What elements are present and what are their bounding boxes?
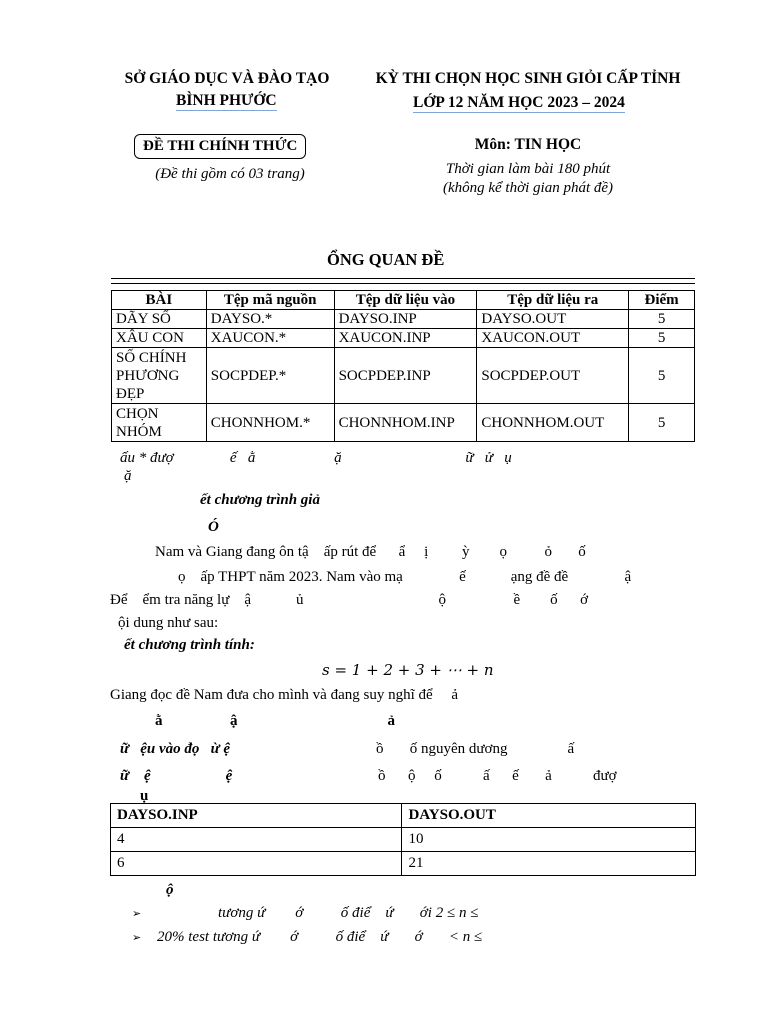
title-rule-thin <box>111 283 695 284</box>
province-label: BÌNH PHƯỚC <box>176 92 277 109</box>
example-input-cell: 4 <box>111 828 402 852</box>
cell-input: DAYSO.INP <box>334 310 477 329</box>
table-row <box>112 329 695 348</box>
official-exam-badge: ĐỀ THI CHÍNH THỨC <box>134 134 306 159</box>
paragraph-line-1: Nam và Giang đang ôn tậ ấp rút để ẩ ị ỳ ọ ỏ ố <box>155 544 586 560</box>
cell-score: 5 <box>629 348 695 404</box>
col-header-problem: BÀI <box>112 291 207 310</box>
cell-source: SOCPDEP.* <box>206 348 334 404</box>
cell-source: CHONNHOM.* <box>206 404 334 442</box>
col-header-output: Tệp dữ liệu ra <box>477 291 629 310</box>
cell-score: 5 <box>629 310 695 329</box>
cell-problem: DÃY SỐ <box>112 310 207 329</box>
cell-input: XAUCON.INP <box>334 329 477 348</box>
cell-output: SOCPDEP.OUT <box>477 348 629 404</box>
table-row <box>112 310 695 329</box>
cell-score: 5 <box>629 404 695 442</box>
example-output-cell: 21 <box>402 852 696 876</box>
example-label: ụ <box>140 788 149 804</box>
example-table <box>110 803 696 876</box>
write-program-heading: ết chương trình giả <box>200 492 320 508</box>
constraint-1: tương ứ ớ ố điể ứ ới 2 ≤ n ≤ <box>218 905 479 921</box>
cell-source: DAYSO.* <box>206 310 334 329</box>
constraint-2: 20% test tương ứ ớ ố điể ứ ớ < n ≤ <box>157 929 483 945</box>
pages-note: (Đề thi gồm có 03 trang) <box>155 166 305 182</box>
exam-year <box>413 92 625 113</box>
table-row <box>112 404 695 442</box>
paragraph-line-2: ọ ấp THPT năm 2023. Nam vào mạ ế ạng đề đề ậ <box>178 569 632 585</box>
department-line-1: SỞ GIÁO DỤC VÀ ĐÀO TẠO <box>124 70 330 87</box>
constraints-label: ộ <box>166 882 174 898</box>
table-row <box>111 852 696 876</box>
table-row <box>111 828 696 852</box>
bullet-arrow-icon: ➢ <box>132 931 142 944</box>
subject-label: Môn: TIN HỌC <box>474 136 582 153</box>
cell-problem: SỐ CHÍNH PHƯƠNG ĐẸP <box>112 348 207 404</box>
exam-title: KỲ THI CHỌN HỌC SINH GIỎI CẤP TỈNH <box>375 70 681 87</box>
paragraph-3: ằ ậ ả <box>155 713 395 729</box>
summary-header-row <box>112 291 695 310</box>
cell-problem: CHỌN NHÓM <box>112 404 207 442</box>
output-spec-label: ữ ệ ệ <box>120 768 233 784</box>
example-output-cell: 10 <box>402 828 696 852</box>
cell-score: 5 <box>629 329 695 348</box>
example-input-cell: 6 <box>111 852 402 876</box>
overview-title: ỔNG QUAN ĐỀ <box>327 250 445 269</box>
cell-input: SOCPDEP.INP <box>334 348 477 404</box>
cell-output: DAYSO.OUT <box>477 310 629 329</box>
cell-problem: XÂU CON <box>112 329 207 348</box>
paragraph-line-3: Để ểm tra năng lự ậ ủ ộ ề ố ớ <box>110 592 589 608</box>
time-note: (không kể thời gian phát đề) <box>442 180 614 196</box>
sum-formula: s = 1 + 2 + 3 + ⋯ + n <box>322 661 494 679</box>
exam-year-label: LỚP 12 NĂM HỌC 2023 – 2024 <box>413 94 625 111</box>
cell-input: CHONNHOM.INP <box>334 404 477 442</box>
cell-output: CHONNHOM.OUT <box>477 404 629 442</box>
task-heading: ết chương trình tính: <box>124 637 255 653</box>
province-name <box>176 90 277 111</box>
col-header-score: Điểm <box>629 291 695 310</box>
paragraph-line-4: ội dung như sau: <box>118 615 219 631</box>
example-output-header: DAYSO.OUT <box>402 804 696 828</box>
note-line-1: ấu * đượ ế ằ ặ ữ ử ụ <box>120 450 512 466</box>
bullet-arrow-icon: ➢ <box>132 907 142 920</box>
input-spec-text: ồ ố nguyên dương ấ <box>376 741 575 757</box>
note-line-2: ặ <box>124 468 132 484</box>
title-rule <box>111 278 695 279</box>
table-row <box>112 348 695 404</box>
time-limit: Thời gian làm bài 180 phút <box>445 161 611 177</box>
output-spec-text: ồ ộ ố ấ ế ả đượ <box>378 768 617 784</box>
department-name <box>108 68 346 89</box>
example-input-header: DAYSO.INP <box>111 804 402 828</box>
input-spec-label: ữ ệu vào đọ ừ ệ <box>120 741 231 757</box>
col-header-source: Tệp mã nguồn <box>206 291 334 310</box>
col-header-input: Tệp dữ liệu vào <box>334 291 477 310</box>
example-header-row <box>111 804 696 828</box>
paragraph-2: Giang đọc đề Nam đưa cho mình và đang suy nghĩ để ả <box>110 687 459 703</box>
summary-table <box>111 290 695 442</box>
cell-source: XAUCON.* <box>206 329 334 348</box>
cell-output: XAUCON.OUT <box>477 329 629 348</box>
problem-heading: Ó <box>208 519 219 535</box>
